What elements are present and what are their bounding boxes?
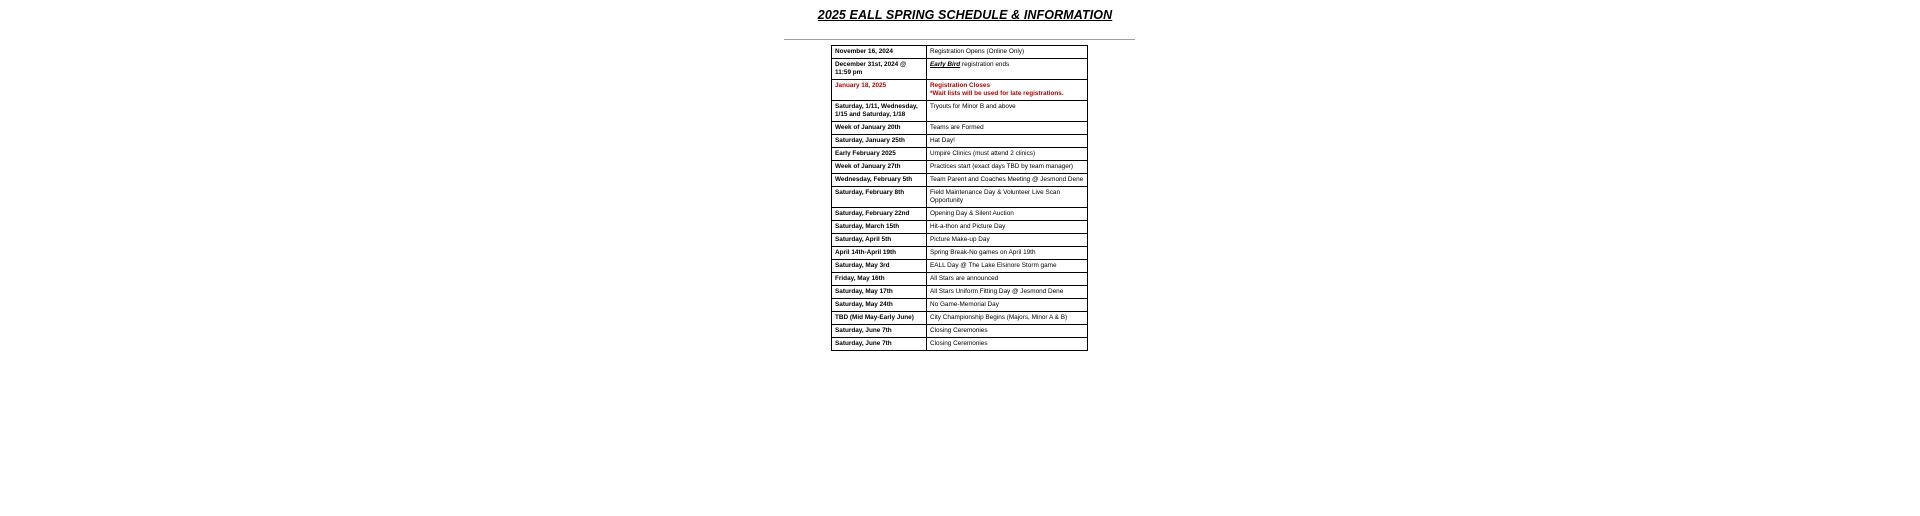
event-cell: Practices start (exact days TBD by team manager) — [927, 161, 1088, 174]
date-cell: Saturday, April 5th — [832, 234, 927, 247]
event-cell — [927, 80, 1088, 101]
table-row — [832, 338, 1088, 351]
table-row — [832, 101, 1088, 122]
event-cell: Field Maintenance Day & Volunteer Live Scan Opportunity — [927, 187, 1088, 208]
event-cell: Closing Ceremonies — [927, 338, 1088, 351]
event-cell: Umpire Clinics (must attend 2 clinics) — [927, 148, 1088, 161]
event-cell: Team Parent and Coaches Meeting @ Jesmond Dene — [927, 174, 1088, 187]
table-row — [832, 46, 1088, 59]
date-cell: Friday, May 16th — [832, 273, 927, 286]
date-cell: January 18, 2025 — [832, 80, 927, 101]
table-row — [832, 273, 1088, 286]
table-row — [832, 234, 1088, 247]
date-cell: Week of January 20th — [832, 122, 927, 135]
event-cell: Picture Make-up Day — [927, 234, 1088, 247]
table-row — [832, 161, 1088, 174]
early-bird-label: Early Bird — [930, 61, 961, 68]
date-cell: Saturday, February 8th — [832, 187, 927, 208]
date-cell: Wednesday, February 5th — [832, 174, 927, 187]
date-cell: Saturday, June 7th — [832, 325, 927, 338]
table-row — [832, 286, 1088, 299]
date-cell: TBD (Mid May-Early June) — [832, 312, 927, 325]
date-cell: November 16, 2024 — [832, 46, 927, 59]
date-cell: Saturday, June 7th — [832, 338, 927, 351]
table-row — [832, 247, 1088, 260]
table-row — [832, 59, 1088, 80]
event-cell: Registration Opens (Online Only) — [927, 46, 1088, 59]
table-row — [832, 221, 1088, 234]
date-cell: December 31st, 2024 @ 11:59 pm — [832, 59, 927, 80]
event-text: registration ends — [960, 61, 1010, 68]
table-row — [832, 260, 1088, 273]
table-row — [832, 325, 1088, 338]
event-cell: Hat Day! — [927, 135, 1088, 148]
date-cell: Saturday, 1/11, Wednesday, 1/15 and Saturday, 1/18 — [832, 101, 927, 122]
date-cell: Saturday, May 17th — [832, 286, 927, 299]
event-cell: Spring Break-No games on April 19th — [927, 247, 1088, 260]
event-cell — [927, 59, 1088, 80]
event-text: Registration Closes — [930, 82, 991, 89]
event-cell: City Championship Begins (Majors, Minor A & B) — [927, 312, 1088, 325]
table-row — [832, 148, 1088, 161]
table-row — [832, 135, 1088, 148]
event-cell: All Stars are announced — [927, 273, 1088, 286]
table-row — [832, 299, 1088, 312]
event-cell: Teams are Formed — [927, 122, 1088, 135]
table-row — [832, 208, 1088, 221]
horizontal-divider — [784, 39, 1135, 40]
event-cell: Opening Day & Silent Auction — [927, 208, 1088, 221]
event-cell: Closing Ceremonies — [927, 325, 1088, 338]
date-cell: Week of January 27th — [832, 161, 927, 174]
date-cell: April 14th-April 19th — [832, 247, 927, 260]
table-row — [832, 312, 1088, 325]
date-cell: Saturday, May 3rd — [832, 260, 927, 273]
page-title: 2025 EALL SPRING SCHEDULE & INFORMATION — [817, 8, 1113, 22]
table-row — [832, 187, 1088, 208]
date-cell: Saturday, February 22nd — [832, 208, 927, 221]
table-row — [832, 122, 1088, 135]
date-cell: Saturday, January 25th — [832, 135, 927, 148]
event-cell: No Game-Memorial Day — [927, 299, 1088, 312]
event-note: *Wait lists will be used for late registrations. — [930, 90, 1064, 97]
table-row — [832, 174, 1088, 187]
date-cell: Saturday, March 15th — [832, 221, 927, 234]
table-row — [832, 80, 1088, 101]
schedule-table — [831, 45, 1088, 351]
event-cell: EALL Day @ The Lake Elsinore Storm game — [927, 260, 1088, 273]
date-cell: Saturday, May 24th — [832, 299, 927, 312]
date-cell: Early February 2025 — [832, 148, 927, 161]
event-cell: All Stars Uniform Fitting Day @ Jesmond Dene — [927, 286, 1088, 299]
event-cell: Tryouts for Minor B and above — [927, 101, 1088, 122]
event-cell: Hit-a-thon and Picture Day — [927, 221, 1088, 234]
